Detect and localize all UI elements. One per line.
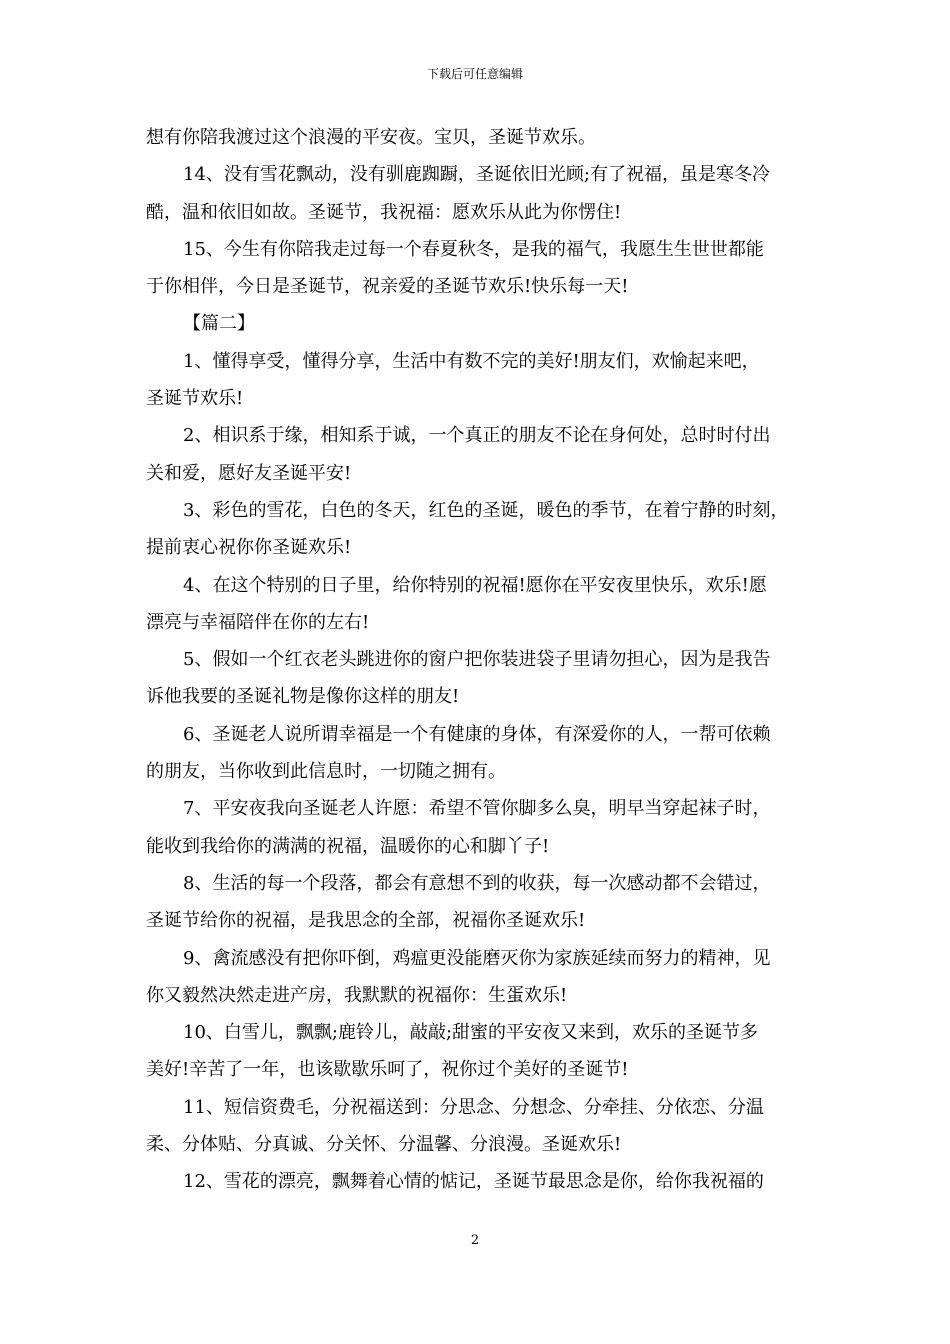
paragraph-first-line: 1、懂得享受，懂得分享，生活中有数不完的美好!朋友们，欢愉起来吧， — [183, 350, 760, 372]
paragraph-first-line: 11、短信资费毛，分祝福送到：分思念、分想念、分牵挂、分依恋、分温 — [183, 1096, 764, 1118]
paragraph-first-line: 7、平安夜我向圣诞老人许愿：希望不管你脚多么臭，明早当穿起袜子时， — [183, 798, 771, 820]
paragraph-first-line: 5、假如一个红衣老头跳进你的窗户把你装进袋子里请勿担心，因为是我告 — [183, 649, 771, 671]
paragraph-first-line: 14、没有雪花飘动，没有驯鹿踟蹰，圣诞依旧光顾;有了祝福，虽是寒冬冷 — [183, 164, 770, 186]
paragraph-continuation-line: 的朋友，当你收到此信息时，一切随之拥有。 — [146, 761, 506, 783]
paragraph-continuation-line: 于你相伴，今日是圣诞节，祝亲爱的圣诞节欢乐!快乐每一天! — [146, 276, 629, 298]
paragraph-continuation-line: 圣诞节欢乐! — [146, 388, 244, 410]
paragraph-first-line: 3、彩色的雪花，白色的冬天，红色的圣诞，暖色的季节，在着宁静的时刻， — [183, 499, 789, 521]
paragraph-continuation-line: 能收到我给你的满满的祝福，温暖你的心和脚丫子! — [146, 835, 550, 857]
paragraph-continuation-line: 你又毅然决然走进产房，我默默的祝福你：生蛋欢乐! — [146, 984, 568, 1006]
paragraph-first-line: 9、禽流感没有把你吓倒，鸡瘟更没能磨灭你为家族延续而努力的精神，见 — [183, 947, 771, 969]
paragraph-first-line: 6、圣诞老人说所谓幸福是一个有健康的身体，有深爱你的人，一帮可依赖 — [183, 723, 771, 745]
paragraph-continuation-line: 提前衷心祝你你圣诞欢乐! — [146, 537, 352, 559]
paragraph-first-line: 【篇二】 — [183, 313, 255, 335]
paragraph-first-line: 4、在这个特别的日子里，给你特别的祝福!愿你在平安夜里快乐，欢乐!愿 — [183, 574, 767, 596]
document-body — [146, 119, 812, 1201]
paragraph-continuation-line: 诉他我要的圣诞礼物是像你这样的朋友! — [146, 686, 460, 708]
paragraph-continuation-line: 关和爱，愿好友圣诞平安! — [146, 462, 352, 484]
page-header: 下载后可任意编辑 — [426, 67, 523, 81]
paragraph-continuation-line: 圣诞节给你的祝福，是我思念的全部，祝福你圣诞欢乐! — [146, 910, 586, 932]
paragraph-continuation-line: 美好!辛苦了一年，也该歇歇乐呵了，祝你过个美好的圣诞节! — [146, 1059, 629, 1081]
page-number: 2 — [470, 1233, 480, 1248]
paragraph-continuation-line: 酷，温和依旧如故。圣诞节，我祝福：愿欢乐从此为你愣住! — [146, 201, 622, 223]
paragraph-first-line: 2、相识系于缘，相知系于诚，一个真正的朋友不论在身何处，总时时付出 — [183, 425, 771, 447]
paragraph-continuation-line: 漂亮与幸福陪伴在你的左右! — [146, 611, 370, 633]
paragraph-first-line: 10、白雪儿，飘飘;鹿铃儿，敲敲;甜蜜的平安夜又来到，欢乐的圣诞节多 — [183, 1022, 759, 1044]
paragraph-first-line: 15、今生有你陪我走过每一个春夏秋冬，是我的福气，我愿生生世世都能 — [183, 238, 764, 260]
paragraph-first-line: 12、雪花的漂亮，飘舞着心情的惦记，圣诞节最思念是你，给你我祝福的 — [183, 1171, 764, 1193]
paragraph-continuation-line: 柔、分体贴、分真诚、分关怀、分温馨、分浪漫。圣诞欢乐! — [146, 1134, 622, 1156]
paragraph-first-line: 8、生活的每一个段落，都会有意想不到的收获，每一次感动都不会错过， — [183, 872, 771, 894]
paragraph-continuation-line: 想有你陪我渡过这个浪漫的平安夜。宝贝，圣诞节欢乐。 — [146, 127, 596, 148]
